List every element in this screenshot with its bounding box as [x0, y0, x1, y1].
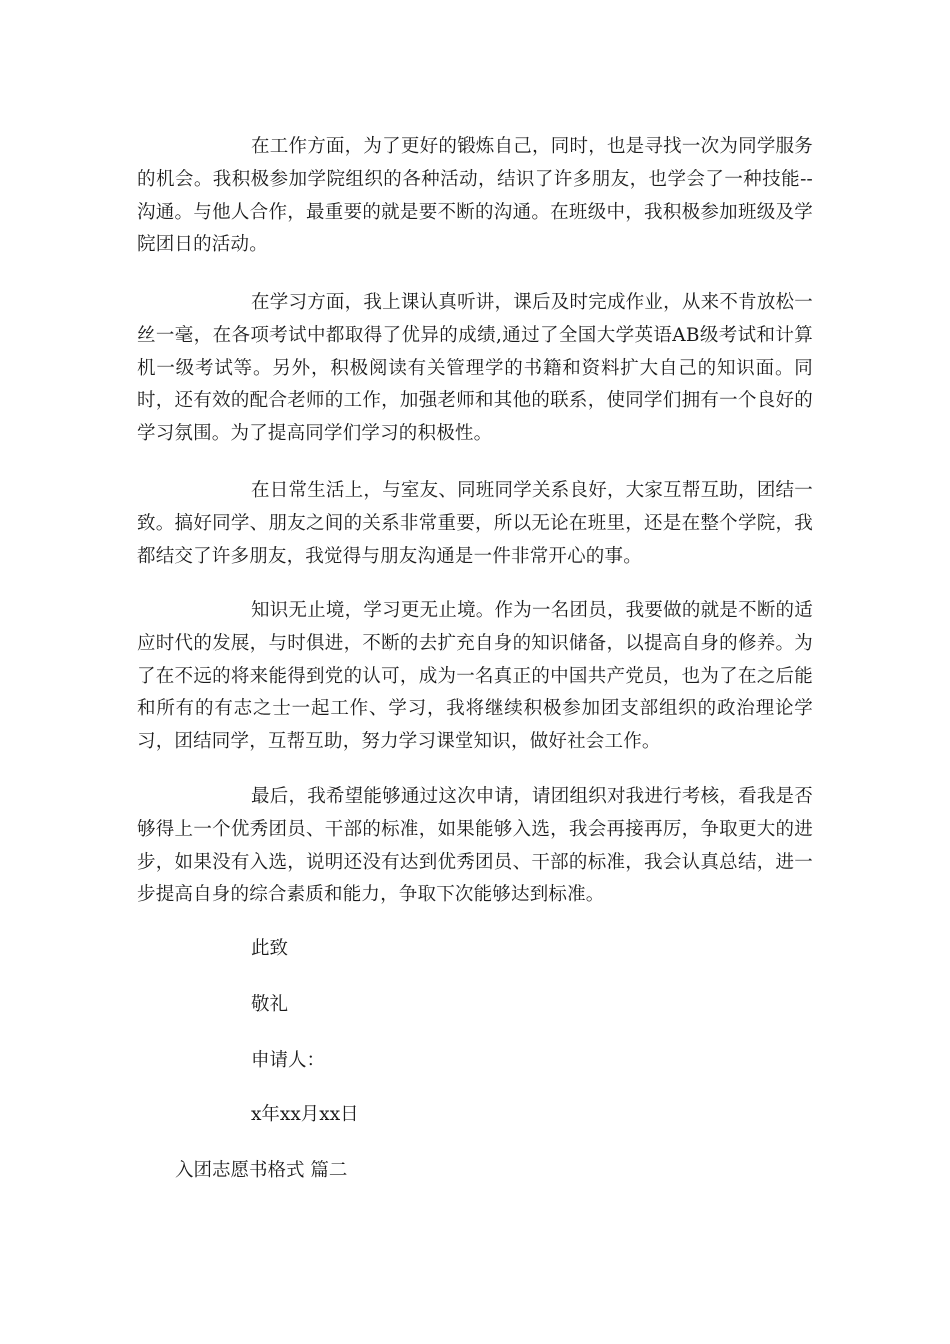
next-section-heading: 入团志愿书格式 篇二: [175, 1160, 348, 1181]
closing-regards: 敬礼: [251, 994, 289, 1015]
closing-salutation: 此致: [251, 938, 289, 959]
paragraph-study: 在学习方面，我上课认真听讲，课后及时完成作业，从来不肯放松一丝一毫，在各项考试中都取得了优异的成绩,通过了全国大学英语AB级考试和计算机一级考试等。另外，积极阅读有关管理学的书籍和资料扩大自己的知识面。同时，还有效的配合老师的工作，加强老师和其他的联系，使同学们拥有一个良好的学习氛围。为了提高同学们学习的积极性。: [137, 292, 813, 445]
paragraph-conclusion: 最后，我希望能够通过这次申请，请团组织对我进行考核，看我是否够得上一个优秀团员、干部的标准，如果能够入选，我会再接再厉，争取更大的进步，如果没有入选，说明还没有达到优秀团员、干部的标准，我会认真总结，进一步提高自身的综合素质和能力，争取下次能够达到标准。: [137, 786, 813, 906]
paragraph-knowledge: 知识无止境，学习更无止境。作为一名团员，我要做的就是不断的适应时代的发展，与时俱进，不断的去扩充自身的知识储备，以提高自身的修养。为了在不远的将来能得到党的认可，成为一名真正的中国共产党员，也为了在之后能和所有的有志之士一起工作、学习，我将继续积极参加团支部组织的政治理论学习，团结同学，互帮互助，努力学习课堂知识，做好社会工作。: [137, 600, 813, 753]
paragraph-work: 在工作方面，为了更好的锻炼自己，同时，也是寻找一次为同学服务的机会。我积极参加学院组织的各种活动，结识了许多朋友，也学会了一种技能--沟通。与他人合作，最重要的就是要不断的沟通。在班级中，我积极参加班级及学院团日的活动。: [137, 136, 813, 256]
applicant-label: 申请人：: [251, 1050, 326, 1071]
closing-date: x年xx月xx日: [251, 1104, 359, 1125]
paragraph-daily-life: 在日常生活上，与室友、同班同学关系良好，大家互帮互助，团结一致。搞好同学、朋友之间的关系非常重要，所以无论在班里，还是在整个学院，我都结交了许多朋友，我觉得与朋友沟通是一件非常开心的事。: [137, 480, 813, 567]
